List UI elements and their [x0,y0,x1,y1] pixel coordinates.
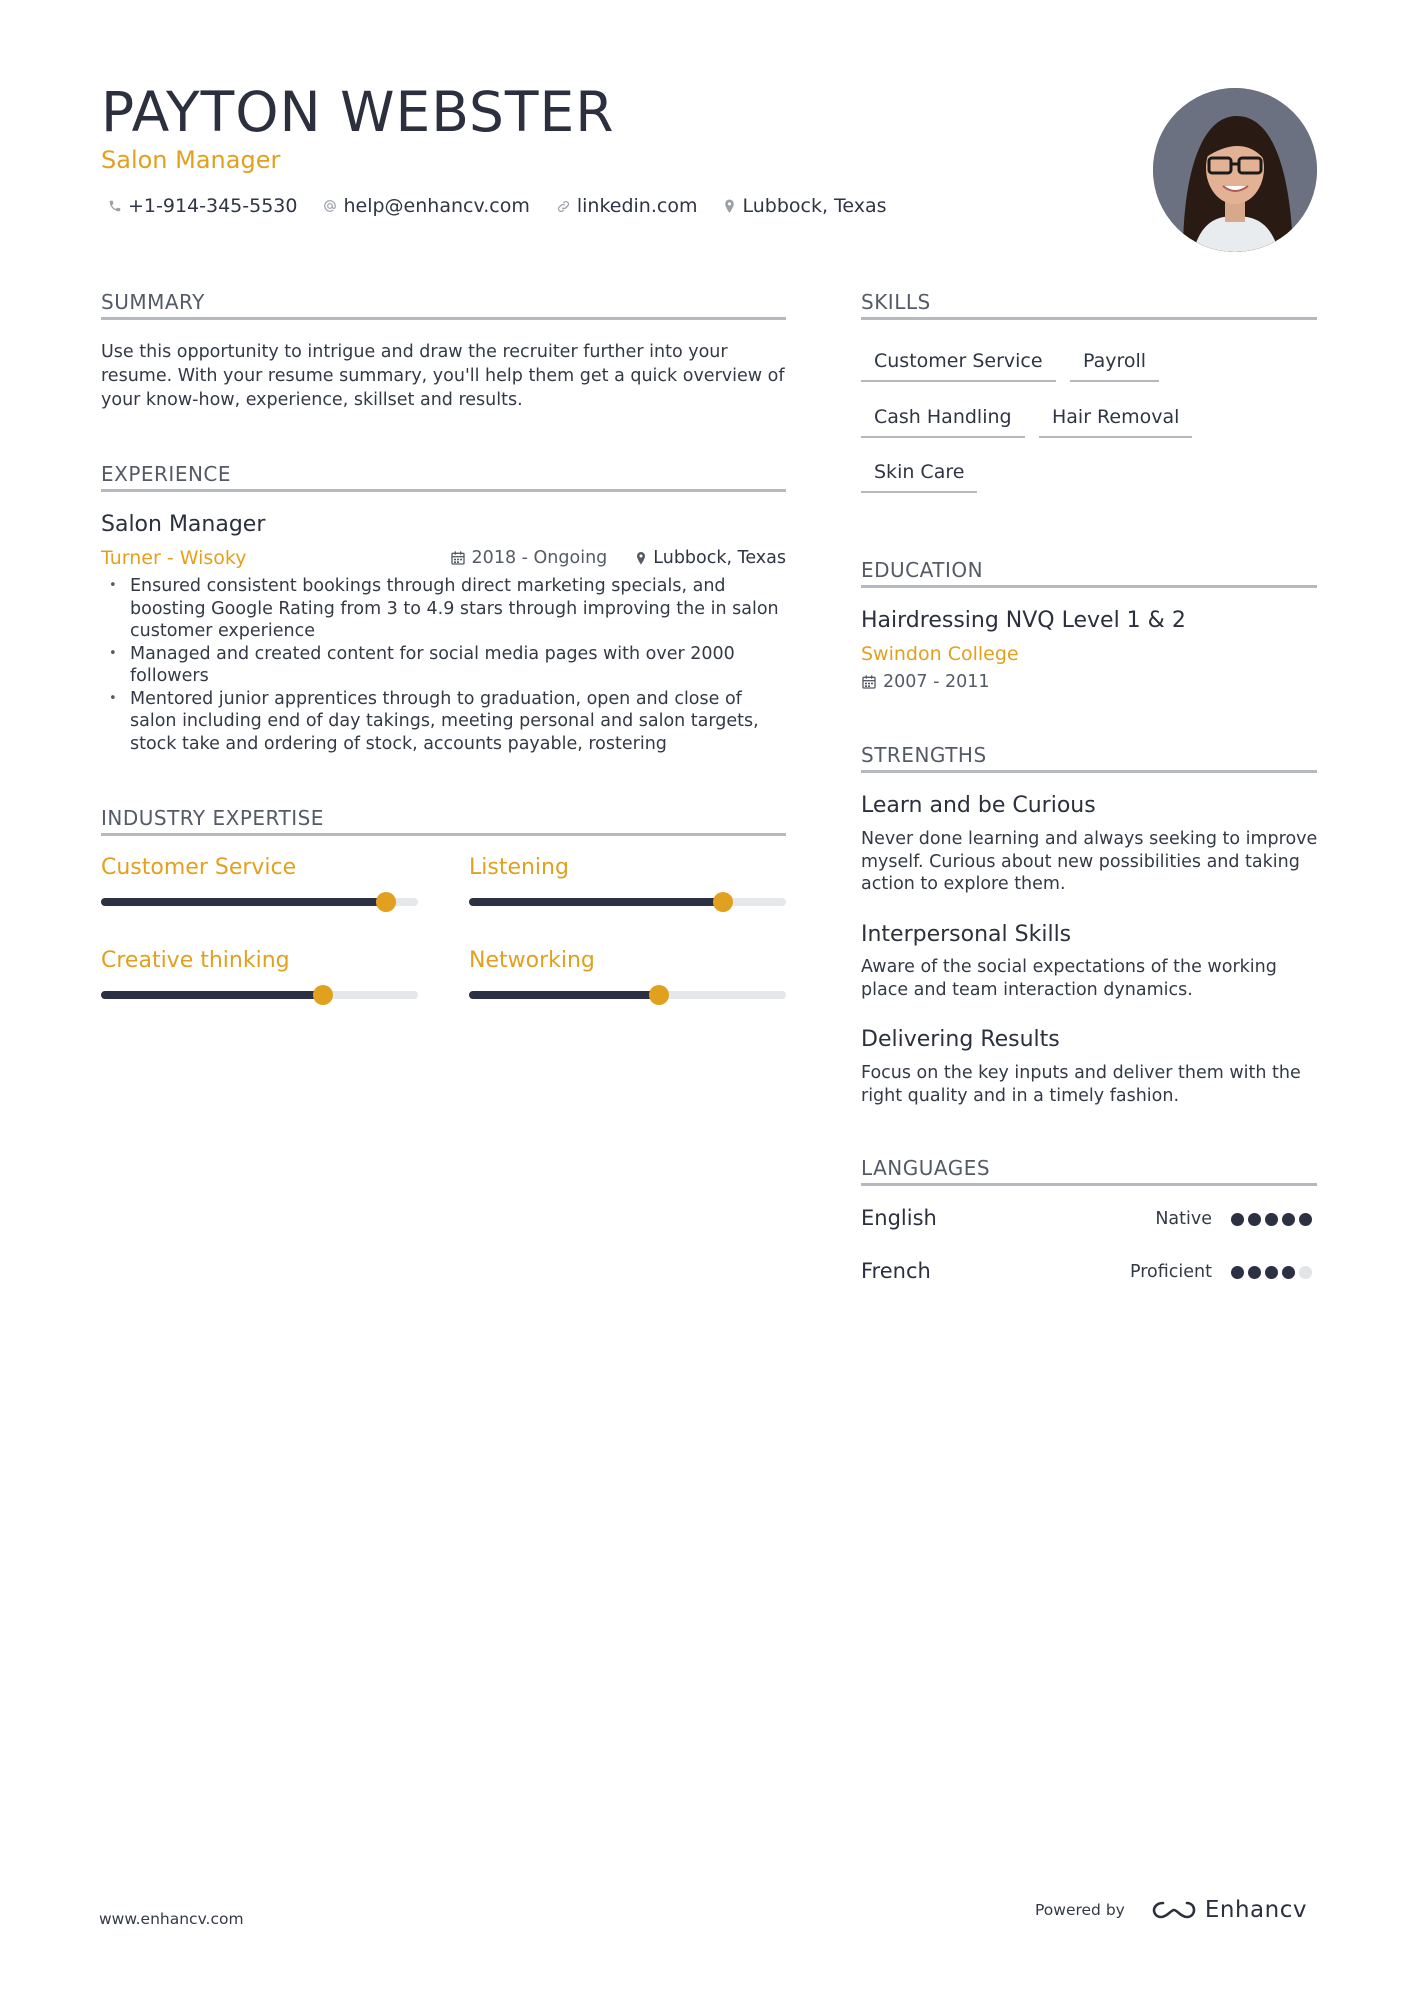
experience-heading: EXPERIENCE [101,462,232,486]
location-text: Lubbock, Texas [742,195,887,217]
rating-dot [1282,1213,1295,1226]
skills-heading: SKILLS [861,290,931,314]
strengths-heading: STRENGTHS [861,743,987,767]
email-text: help@enhancv.com [343,195,530,217]
calendar-icon [861,674,877,690]
candidate-name: PAYTON WEBSTER [101,80,615,144]
language-name: French [861,1259,931,1283]
powered-by-text: Powered by [1035,1901,1125,1919]
summary-heading: SUMMARY [101,290,205,314]
list-item: • Ensured consistent bookings through direct marketing specials, and boosting Google Rating from 3 to 4.9 stars through improving the in salon customer experience [101,575,791,643]
contact-location [723,195,886,217]
expertise-divider [101,833,786,836]
rating-dot [1299,1213,1312,1226]
strength-title: Interpersonal Skills [861,922,1072,947]
languages-divider [861,1183,1317,1186]
candidate-title: Salon Manager [101,146,281,174]
link-icon [556,199,571,214]
job-location-text: Lubbock, Texas [653,548,786,568]
language-name: English [861,1206,937,1230]
contact-email[interactable] [323,195,529,217]
skill-tag: Payroll [1070,350,1159,382]
strength-desc: Aware of the social expectations of the working place and team interaction dynamics. [861,957,1277,1000]
skill-tag: Hair Removal [1039,406,1192,438]
education-heading: EDUCATION [861,558,984,582]
strength-title: Learn and be Curious [861,793,1096,818]
expertise-bar-fill [469,991,659,999]
rating-dot [1265,1213,1278,1226]
rating-dot [1248,1266,1261,1279]
languages-heading: LANGUAGES [861,1156,991,1180]
expertise-bar-knob [376,892,396,912]
rating-dot [1248,1213,1261,1226]
brand-name: Enhancv [1204,1897,1307,1923]
rating-dot [1299,1266,1312,1279]
skill-tag: Customer Service [861,350,1056,382]
footer-branding [1035,1897,1307,1923]
rating-dot [1265,1266,1278,1279]
profile-photo [1153,88,1317,252]
list-item: • Managed and created content for social media pages with over 2000 followers [101,643,791,688]
job-company: Turner - Wisoky [101,547,247,569]
strengths-divider [861,770,1317,773]
summary-divider [101,317,786,320]
at-icon [323,199,337,213]
expertise-bar [469,991,786,999]
education-degree: Hairdressing NVQ Level 1 & 2 [861,608,1186,633]
map-pin-icon [635,551,647,566]
contact-phone[interactable] [108,195,297,217]
rating-dot [1231,1213,1244,1226]
job-dates [450,548,608,568]
skills-divider [861,317,1317,320]
summary-text: Use this opportunity to intrigue and draw the recruiter further into your resume. With your resume summary, you'll help them get a quick overview of your know-how, experience, skillset and results. [101,342,785,410]
skill-tag: Cash Handling [861,406,1025,438]
skill-tag: Skin Care [861,461,977,493]
expertise-bar [101,898,418,906]
expertise-bar-fill [101,898,386,906]
footer-website[interactable]: www.enhancv.com [99,1910,244,1928]
expertise-heading: INDUSTRY EXPERTISE [101,806,324,830]
language-level: Proficient [1130,1262,1212,1282]
job-title: Salon Manager [101,512,266,537]
expertise-bar-fill [469,898,723,906]
expertise-bar-knob [713,892,733,912]
expertise-bar [469,898,786,906]
experience-divider [101,489,786,492]
rating-dot [1282,1266,1295,1279]
job-meta [450,548,786,568]
education-dates [861,672,990,692]
strength-title: Delivering Results [861,1027,1060,1052]
avatar-illustration [1153,88,1317,252]
expertise-label: Listening [469,855,569,880]
expertise-label: Creative thinking [101,948,290,973]
rating-dot [1231,1266,1244,1279]
brand-logo[interactable] [1151,1897,1307,1923]
expertise-bar [101,991,418,999]
expertise-bar-knob [649,985,669,1005]
education-school: Swindon College [861,643,1019,665]
phone-icon [108,199,122,213]
enhancv-logo-icon [1151,1899,1197,1921]
expertise-label: Networking [469,948,595,973]
language-rating [1231,1266,1316,1279]
phone-text: +1-914-345-5530 [128,195,298,217]
calendar-icon [450,550,466,566]
strength-desc: Never done learning and always seeking to improve myself. Curious about new possibilities and taking action to explore them. [861,829,1318,894]
map-pin-icon [723,199,736,214]
job-location [635,548,786,568]
expertise-label: Customer Service [101,855,297,880]
expertise-bar-fill [101,991,323,999]
strength-desc: Focus on the key inputs and deliver them with the right quality and in a timely fashion. [861,1063,1301,1106]
list-item: • Mentored junior apprentices through to graduation, open and close of salon including end of day takings, meeting personal and salon targets, stock take and ordering of stock, accounts payable, rostering [101,688,791,756]
language-rating [1231,1213,1316,1226]
expertise-bar-knob [313,985,333,1005]
language-level: Native [1155,1209,1212,1229]
contact-linkedin[interactable] [556,195,698,217]
contact-bar [108,195,913,217]
education-dates-text: 2007 - 2011 [883,672,990,692]
job-bullets [101,575,791,755]
job-dates-text: 2018 - Ongoing [471,548,608,568]
linkedin-text: linkedin.com [576,195,698,217]
education-divider [861,585,1317,588]
